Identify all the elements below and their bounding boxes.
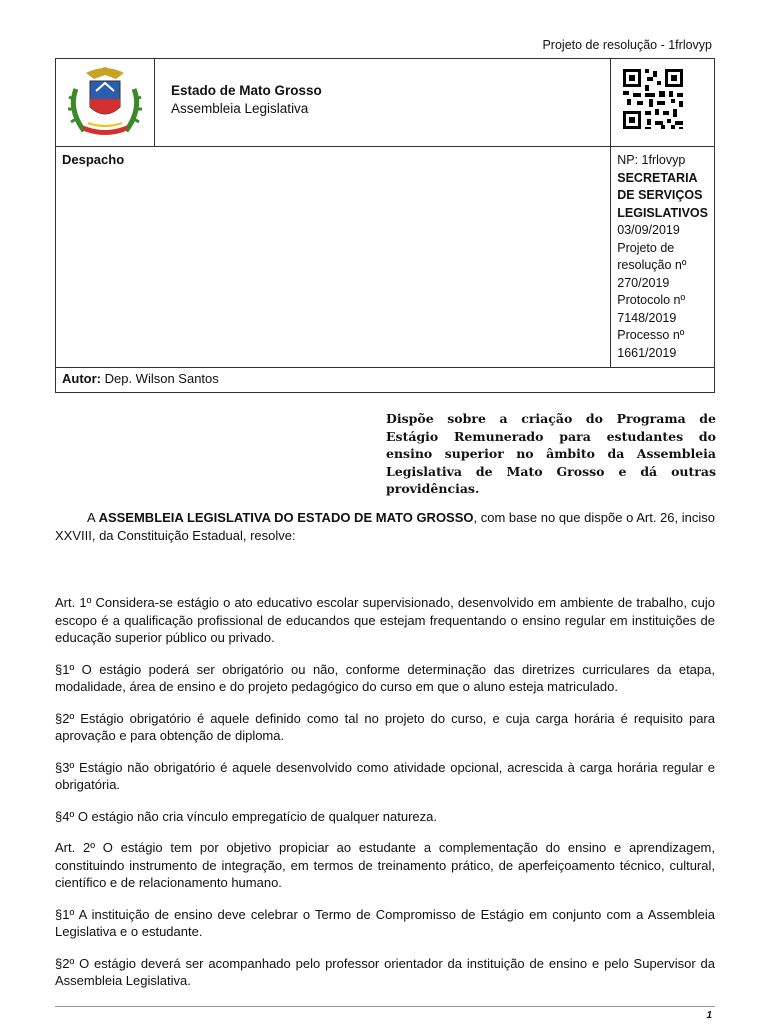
qr-cell: [611, 59, 715, 147]
intro-paragraph: [55, 509, 715, 544]
body-text: [55, 509, 715, 1004]
processo-number: Processo nº 1661/2019: [617, 328, 685, 360]
intro-bold: ASSEMBLEIA LEGISLATIVA DO ESTADO DE MATO GROSSO: [98, 510, 474, 525]
paragraph: §1º O estágio poderá ser obrigatório ou não, conforme determinação das diretrizes curriculares da etapa, modalidade, área de ensino e do projeto pedagógico do curso em que o aluno esteja matriculado.: [55, 661, 715, 694]
state-crest-icon: [56, 59, 154, 141]
assembly-name: Assembleia Legislativa: [171, 101, 309, 116]
header-title-cell: [155, 59, 611, 147]
state-name: Estado de Mato Grosso: [171, 83, 322, 98]
intro-suffix: , com base no que dispõe o Art. 26, inciso XXVIII, da Constituição Estadual, resolve:: [55, 510, 715, 543]
paragraph: §4º O estágio não cria vínculo empregatício de qualquer natureza.: [55, 808, 437, 824]
autor-cell: [56, 368, 715, 393]
intro-prefix: A: [87, 510, 99, 525]
qr-code-icon: [611, 59, 699, 141]
despacho-date: 03/09/2019: [617, 223, 680, 237]
projeto-number: Projeto de resolução nº 270/2019: [617, 240, 687, 290]
protocolo-number: Protocolo nº 7148/2019: [617, 293, 686, 325]
secretaria: SECRETARIA DE SERVIÇOS LEGISLATIVOS: [617, 170, 708, 220]
autor-name: Dep. Wilson Santos: [101, 371, 219, 386]
crest-cell: [56, 59, 155, 147]
despacho-info-cell: [611, 147, 715, 368]
page-number: 1: [706, 1010, 712, 1021]
ementa: Dispõe sobre a criação do Programa de Estágio Remunerado para estudantes do ensino superior no âmbito da Assembleia Legislativa de Mato Grosso e dá outras providências.: [386, 411, 716, 496]
paragraph: §2º Estágio obrigatório é aquele definido como tal no projeto do curso, e cuja carga horária é requisito para aprovação e para obtenção de diploma.: [55, 710, 715, 743]
paragraph: §3º Estágio não obrigatório é aquele desenvolvido como atividade opcional, acrescida à carga horária regular e obrigatória.: [55, 759, 715, 792]
autor-label: Autor:: [62, 371, 101, 386]
header-table: [55, 58, 715, 393]
document-reference: Projeto de resolução - 1frlovyp: [542, 38, 712, 52]
paragraph: Art. 2º O estágio tem por objetivo propiciar ao estudante a complementação do ensino e aprendizagem, constituindo instrumento de integração, em termos de treinamento prático, de aperfeiçoamento técnico, cultural, científico e de relacionamento humano.: [55, 840, 715, 890]
despacho-label-cell: [56, 147, 611, 368]
despacho-label: Despacho: [62, 152, 125, 167]
paragraph: §1º A instituição de ensino deve celebrar o Termo de Compromisso de Estágio em conjunto com a Assembleia Legislativa e o estudante.: [55, 906, 715, 939]
footer-divider: [55, 1006, 715, 1007]
paragraph: Art. 1º Considera-se estágio o ato educativo escolar supervisionado, desenvolvido em ambiente de trabalho, cujo escopo é a qualificação profissional de educandos que estejam frequentando o ensino regular em instituições de educação superior público ou privado.: [55, 595, 715, 645]
paragraph: §2º O estágio deverá ser acompanhado pelo professor orientador da instituição de ensino e pelo Supervisor da Assembleia Legislativa.: [55, 955, 715, 988]
np-code: NP: 1frlovyp: [617, 153, 686, 167]
